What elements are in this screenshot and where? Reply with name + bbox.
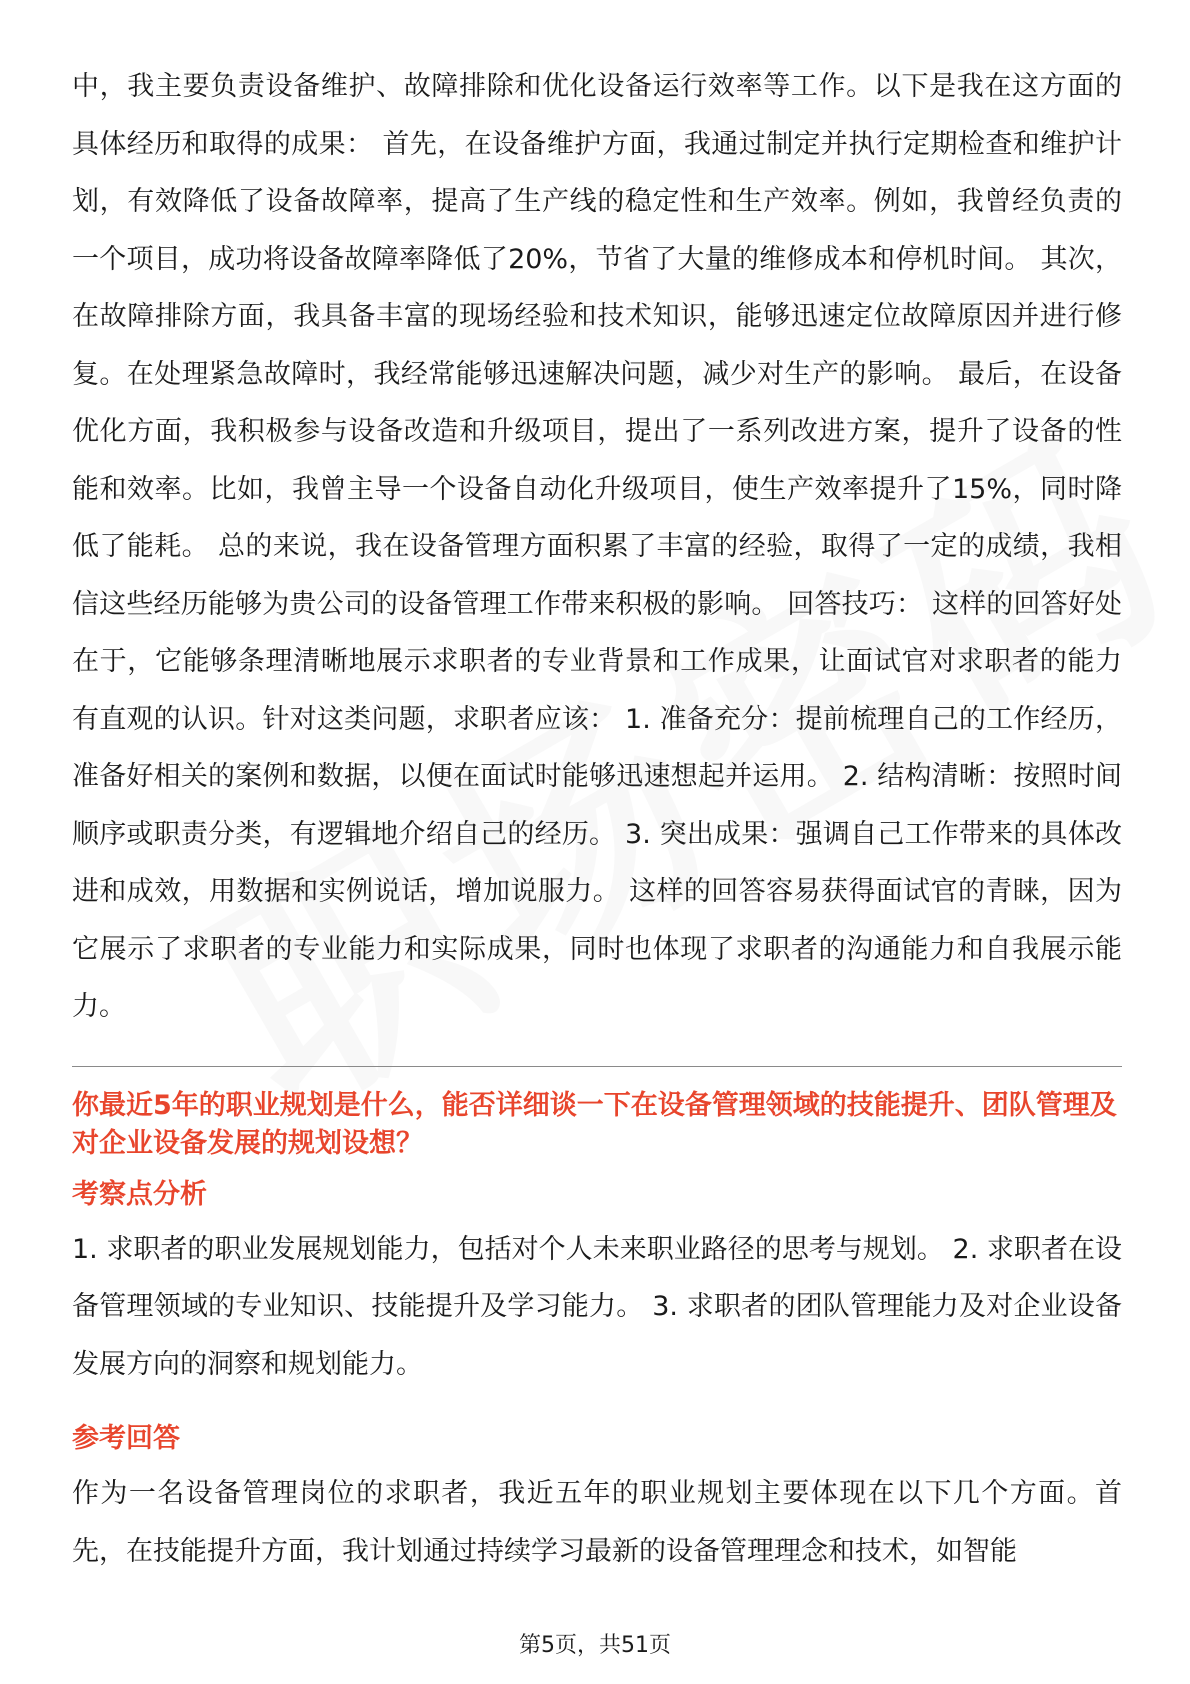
page-footer: 第5页，共51页 xyxy=(519,1633,671,1658)
analysis-heading: 考察点分析 xyxy=(72,1178,207,1210)
section-divider xyxy=(72,1066,1122,1067)
document-page xyxy=(72,58,1122,1580)
answer-heading: 参考回答 xyxy=(72,1423,180,1454)
section-gap xyxy=(72,1393,1122,1411)
question-title: 你最近5年的职业规划是什么，能否详细谈一下在设备管理领域的技能提升、团队管理及对企业设备发展的规划设想？ xyxy=(72,1089,1117,1159)
analysis-text: 1. 求职者的职业发展规划能力，包括对个人未来职业路径的思考与规划。 2. 求职者在设备管理领域的专业知识、技能提升及学习能力。 3. 求职者的团队管理能力及对企业设备发展方向的洞察和规划能力。 xyxy=(72,1233,1122,1380)
answer-text: 作为一名设备管理岗位的求职者，我近五年的职业规划主要体现在以下几个方面。首先，在技能提升方面，我计划通过持续学习最新的设备管理理念和技术，如智能 xyxy=(72,1478,1122,1567)
previous-answer-continuation: 中，我主要负责设备维护、故障排除和优化设备运行效率等工作。以下是我在这方面的具体经历和取得的成果： 首先，在设备维护方面，我通过制定并执行定期检查和维护计划，有效降低了设备故障率，提高了生产线的稳定性和生产效率。例如，我曾经负责的一个项目，成功将设备故障率降低了20%，节省了大量的维修成本和停机时间。 其次，在故障排除方面，我具备丰富的现场经验和技术知识，能够迅速定位故障原因并进行修复。在处理紧急故障时，我经常能够迅速解决问题，减少对生产的影响。 最后，在设备优化方面，我积极参与设备改造和升级项目，提出了一系列改进方案，提升了设备的性能和效率。比如，我曾主导一个设备自动化升级项目，使生产效率提升了15%，同时降低了能耗。 总的来说，我在设备管理方面积累了丰富的经验，取得了一定的成绩，我相信这些经历能够为贵公司的设备管理工作带来积极的影响。 回答技巧： 这样的回答好处在于，它能够条理清晰地展示求职者的专业背景和工作成果，让面试官对求职者的能力有直观的认识。针对这类问题，求职者应该： 1. 准备充分：提前梳理自己的工作经历，准备好相关的案例和数据，以便在面试时能够迅速想起并运用。 2. 结构清晰：按照时间顺序或职责分类，有逻辑地介绍自己的经历。 3. 突出成果：强调自己工作带来的具体改进和成效，用数据和实例说话，增加说服力。 这样的回答容易获得面试官的青睐，因为它展示了求职者的专业能力和实际成果，同时也体现了求职者的沟通能力和自我展示能力。 xyxy=(72,71,1122,1022)
